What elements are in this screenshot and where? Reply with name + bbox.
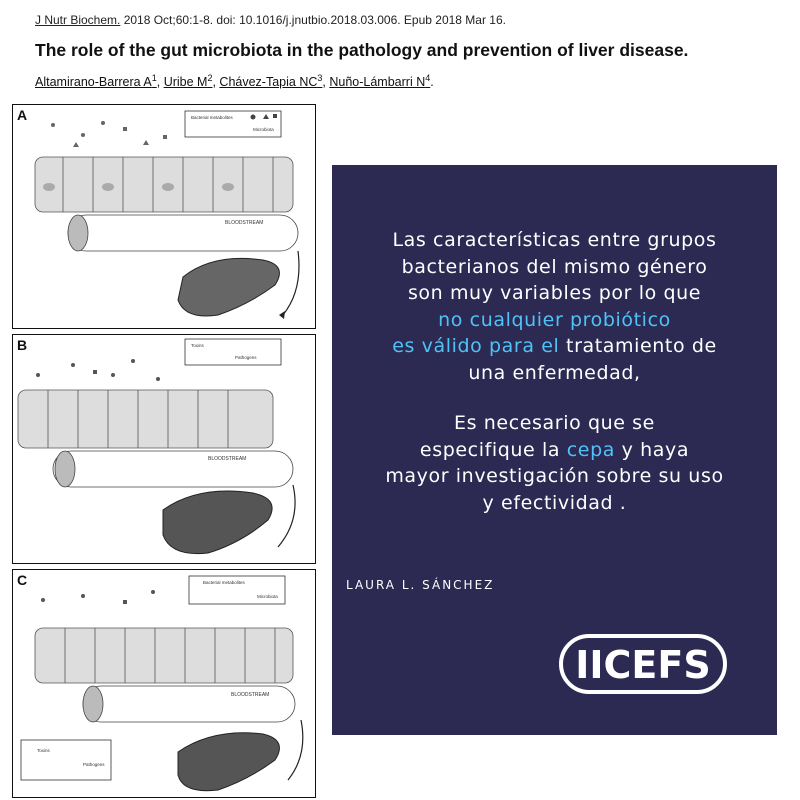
- author-list: Altamirano-Barrera $A^1$, Uribe $M^2$, Chávez-Tapia $NC^3$, Nuño-Lámbarri $N^4$.: [35, 73, 434, 90]
- svg-text:Microbiota: Microbiota: [257, 594, 278, 599]
- journal-link[interactable]: J Nutr Biochem.: [35, 13, 121, 27]
- gut-liver-illustration: [13, 105, 314, 327]
- svg-text:Toxins: Toxins: [37, 748, 50, 753]
- author-link[interactable]: Chávez-Tapia $NC^3$: [219, 73, 323, 90]
- svg-text:Toxins: Toxins: [191, 343, 204, 348]
- quote-line: y efectividad .: [482, 491, 627, 514]
- quote-highlight: es válido para el: [392, 335, 560, 357]
- svg-text:Pathogens: Pathogens: [83, 762, 105, 767]
- svg-text:BLOODSTREAM: BLOODSTREAM: [231, 692, 270, 698]
- quote-line: mayor investigación sobre su uso: [385, 465, 724, 487]
- figure-panel-a: [12, 104, 316, 329]
- svg-text:BLOODSTREAM: BLOODSTREAM: [225, 220, 264, 226]
- quote-highlight: no cualquier probiótico: [438, 308, 671, 331]
- panel-label: A: [17, 107, 28, 123]
- citation-line: [35, 13, 506, 27]
- svg-text:Pathogens: Pathogens: [235, 355, 257, 360]
- svg-text:BLOODSTREAM: BLOODSTREAM: [208, 456, 247, 462]
- svg-text:Bacterial metabolites: Bacterial metabolites: [203, 580, 245, 585]
- quote-line: especifique la cepa y haya: [419, 438, 690, 461]
- figure-panel-c: [12, 569, 316, 798]
- citation-details: 2018 Oct;60:1-8. doi: 10.1016/j.jnutbio.2018.03.006. Epub 2018 Mar 16.: [120, 13, 506, 27]
- quote-line: es válido para el tratamiento de: [392, 335, 717, 357]
- quote-line: Las características entre grupos: [392, 229, 717, 251]
- author-credit: LAURA L. SÁNCHEZ: [346, 578, 495, 592]
- gut-liver-illustration: [13, 335, 314, 562]
- gut-liver-illustration: [13, 570, 314, 796]
- panel-label: C: [17, 572, 28, 588]
- svg-text:Bacterial metabolites: Bacterial metabolites: [191, 115, 233, 120]
- quote-line: bacterianos del mismo género: [401, 255, 708, 278]
- iicefs-logo: [558, 633, 728, 695]
- svg-text:Microbiota: Microbiota: [253, 127, 274, 132]
- quote-line: Es necesario que se: [454, 412, 655, 434]
- panel-label: B: [17, 337, 28, 353]
- author-link[interactable]: Nuño-Lámbarri $N^4$: [329, 73, 431, 90]
- author-link[interactable]: Altamirano-Barrera $A^1$: [35, 73, 157, 90]
- quote-highlight: cepa: [566, 438, 615, 461]
- quote-line: son muy variables por lo que: [407, 282, 702, 304]
- figure-panel-b: [12, 334, 316, 564]
- quote-text: [332, 227, 777, 516]
- author-link[interactable]: Uribe $M^2$: [163, 73, 213, 90]
- quote-line: una enfermedad,: [468, 361, 641, 384]
- article-title: The role of the gut microbiota in the pathology and prevention of liver disease.: [35, 40, 689, 60]
- svg-text:IICEFS: IICEFS: [575, 643, 711, 687]
- quote-card: [332, 165, 777, 735]
